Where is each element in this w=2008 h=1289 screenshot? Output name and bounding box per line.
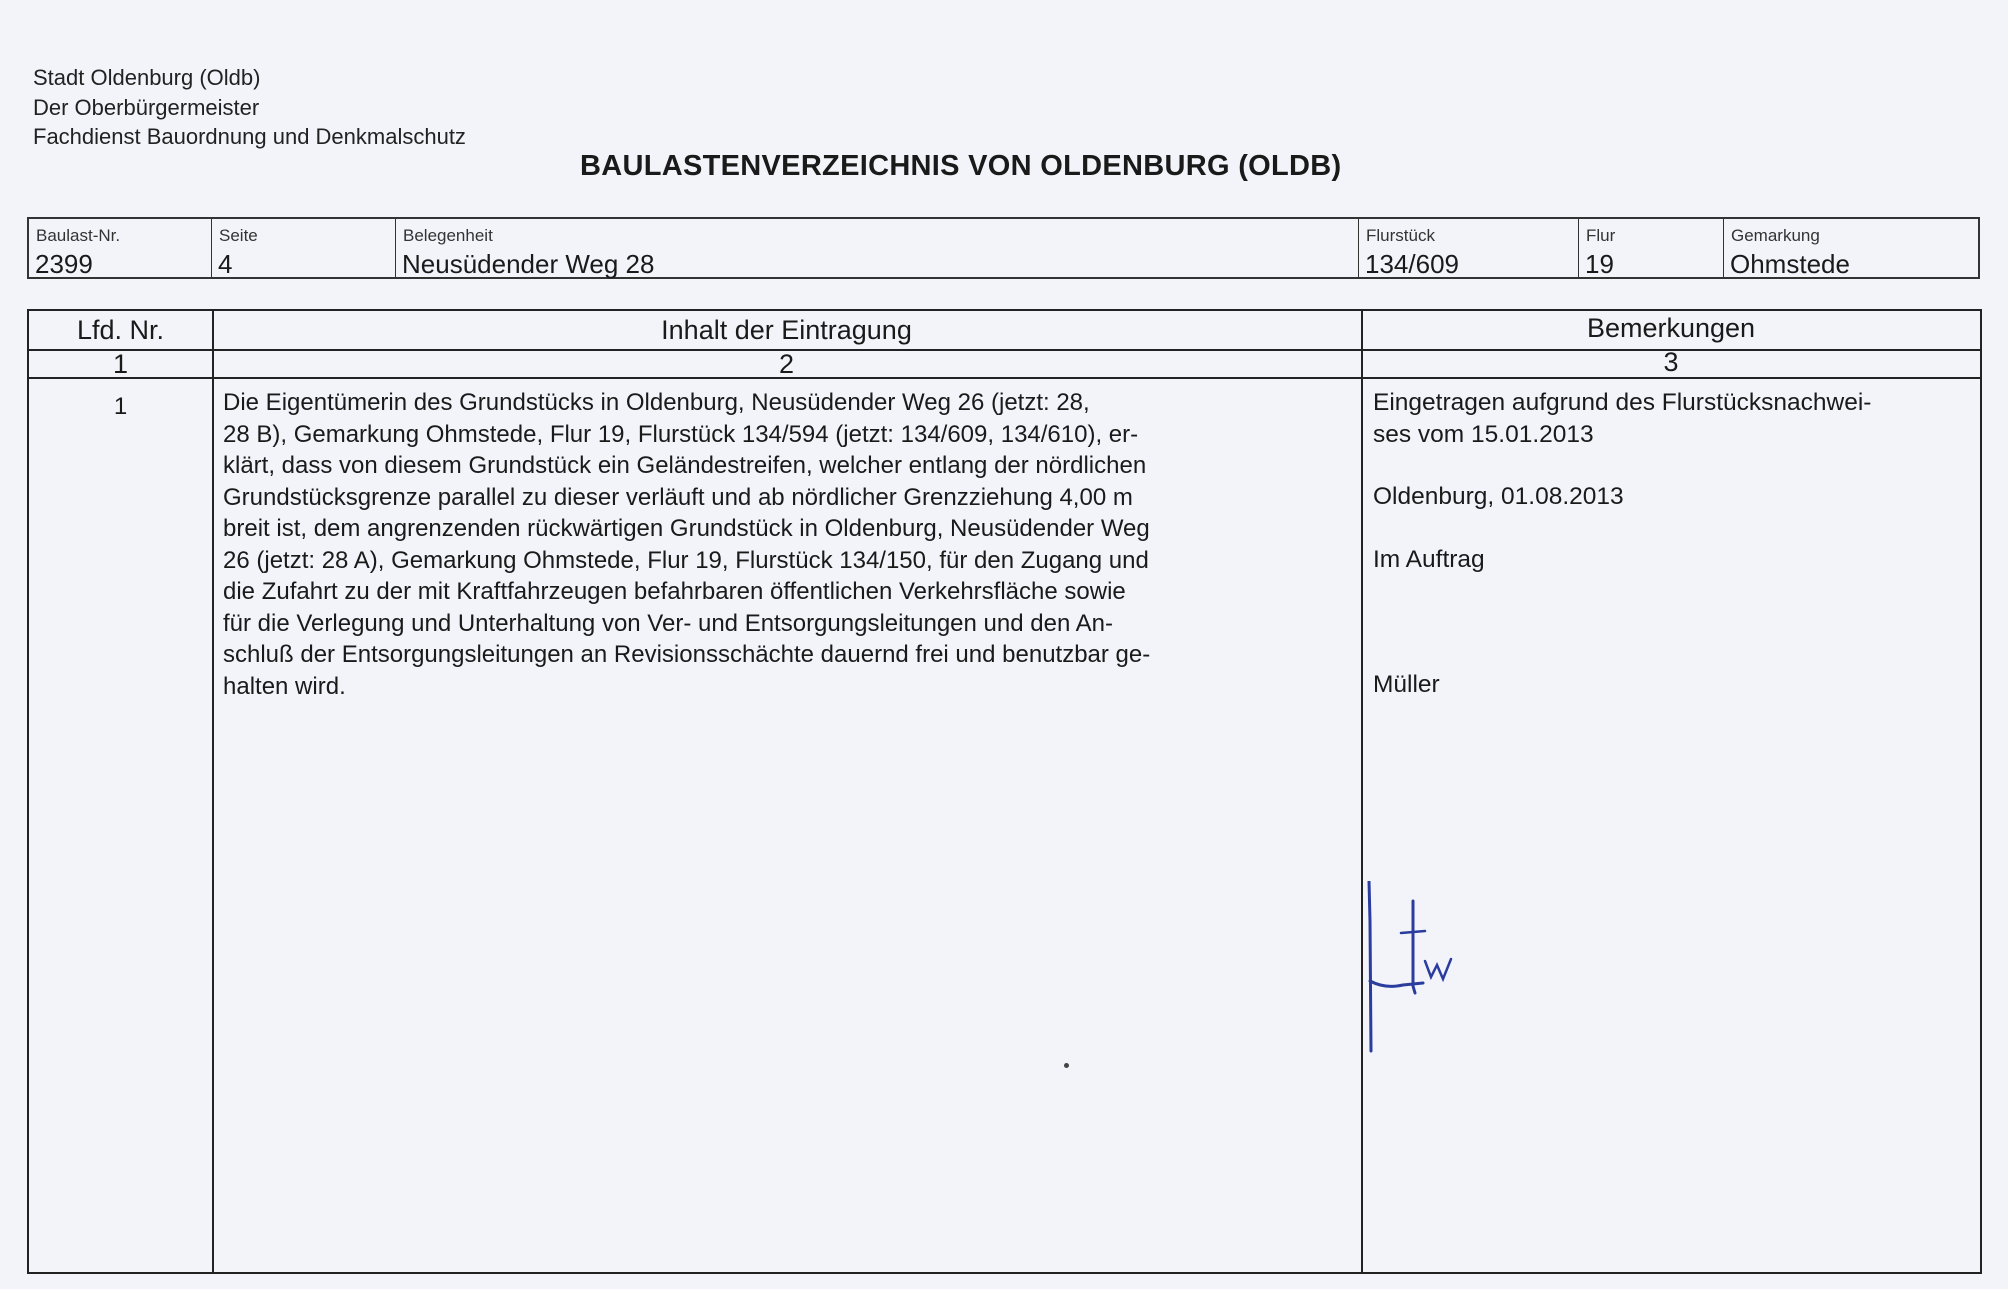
seite-label: Seite — [219, 226, 258, 245]
flur-value: 19 — [1585, 249, 1614, 279]
document-title: BAULASTENVERZEICHNIS VON OLDENBURG (OLDB) — [580, 150, 1342, 182]
seite-cell — [212, 219, 396, 277]
flur-cell — [1579, 219, 1724, 277]
content-line: für die Verlegung und Unterhaltung von Ver- und Entsorgungsleitungen und den An- — [223, 609, 1113, 637]
belegenheit-cell — [396, 219, 1359, 277]
column-header-lfd-nr: Lfd. Nr. — [76, 315, 165, 345]
entry-remarks — [1373, 387, 1871, 701]
content-line: halten wird. — [223, 672, 346, 700]
flurstueck-label: Flurstück — [1366, 226, 1435, 245]
content-line: Grundstücksgrenze parallel zu dieser verläuft und ab nördlicher Grenzziehung 4,00 m — [223, 483, 1133, 511]
belegenheit-label: Belegenheit — [403, 226, 493, 245]
content-line: 28 B), Gemarkung Ohmstede, Flur 19, Flurstück 134/594 (jetzt: 134/609, 134/610), er- — [223, 420, 1139, 448]
column-header-inhalt: Inhalt der Eintragung — [661, 315, 912, 345]
column-divider-1 — [212, 311, 214, 1272]
baulast-nr-value: 2399 — [35, 249, 93, 279]
gemarkung-value: Ohmstede — [1730, 249, 1850, 279]
baulast-nr-cell — [29, 219, 212, 277]
scan-speck — [1064, 1063, 1069, 1068]
flurstueck-cell — [1359, 219, 1579, 277]
authority-line-department: Fachdienst Bauordnung und Denkmalschutz — [33, 124, 466, 149]
register-table — [27, 309, 1982, 1274]
handwritten-signature — [1365, 881, 1475, 1101]
content-line: 26 (jetzt: 28 A), Gemarkung Ohmstede, Flur 19, Flurstück 134/150, für den Zugang und — [223, 546, 1149, 574]
issuing-authority — [33, 63, 466, 152]
content-line: klärt, dass von diesem Grundstück ein Geländestreifen, welcher entlang der nördlichen — [223, 452, 1147, 479]
gemarkung-cell — [1724, 219, 1978, 277]
column-header-bemerkungen: Bemerkungen — [1586, 313, 1756, 343]
content-line: schluß der Entsorgungsleitungen an Revisionsschächte dauernd frei und benutzbar ge- — [223, 641, 1151, 668]
parcel-info-table — [27, 217, 1980, 279]
remark-place-date: Oldenburg, 01.08.2013 — [1373, 483, 1624, 510]
remark-signatory-name: Müller — [1373, 671, 1440, 698]
column-number-3: 3 — [1663, 347, 1679, 377]
flurstueck-value: 134/609 — [1365, 249, 1459, 279]
entry-content — [223, 387, 1373, 702]
content-line: breit ist, dem angrenzenden rückwärtigen Grundstück in Oldenburg, Neusüdender Weg — [223, 515, 1150, 542]
content-line: die Zufahrt zu der mit Kraftfahrzeugen befahrbaren öffentlichen Verkehrsfläche sowie — [223, 578, 1126, 605]
belegenheit-value: Neusüdender Weg 28 — [402, 249, 655, 279]
entry-number: 1 — [113, 393, 128, 420]
baulast-nr-label: Baulast-Nr. — [36, 226, 121, 245]
remark-im-auftrag: Im Auftrag — [1373, 545, 1485, 573]
column-number-2: 2 — [778, 349, 795, 379]
authority-line-mayor: Der Oberbürgermeister — [33, 94, 260, 120]
authority-line-city: Stadt Oldenburg (Oldb) — [33, 65, 261, 90]
seite-value: 4 — [218, 249, 233, 279]
gemarkung-label: Gemarkung — [1731, 226, 1820, 245]
column-number-1: 1 — [112, 349, 129, 379]
remark-line-1: Eingetragen aufgrund des Flurstücksnachwei- — [1373, 389, 1872, 416]
content-line: Die Eigentümerin des Grundstücks in Oldenburg, Neusüdender Weg 26 (jetzt: 28, — [223, 389, 1090, 416]
flur-label: Flur — [1586, 226, 1616, 245]
remark-line-2: ses vom 15.01.2013 — [1373, 420, 1594, 448]
